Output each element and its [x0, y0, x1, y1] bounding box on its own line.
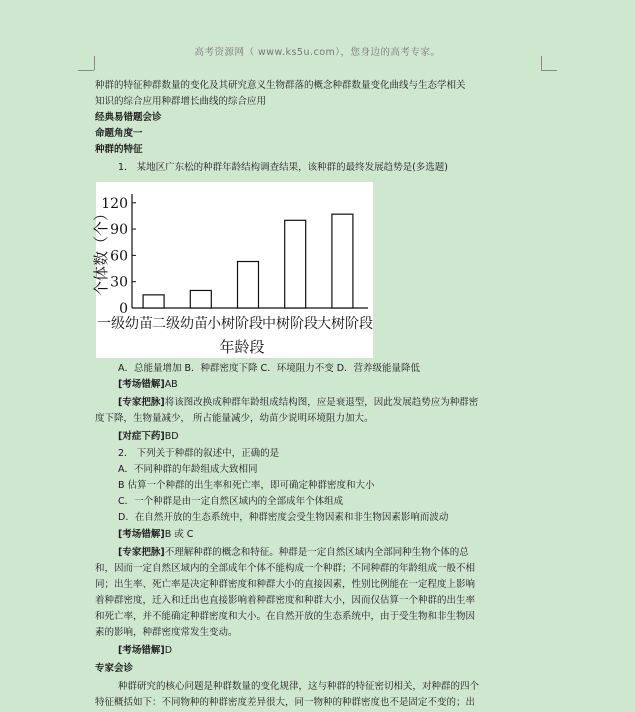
chart-svg [92, 182, 373, 358]
q1-diagnosis-line-2: 度下降，生物量减少， 所占能量减少，幼苗少说明环境阻力加大。 [95, 413, 374, 424]
q2-diagnosis-line-1 [118, 545, 568, 560]
q1-error-value: AB [164, 379, 178, 390]
q2-option-b: B 估算一个种群的出生率和死亡率，即可确定种群密度和大小 [118, 480, 375, 491]
q2-diagnosis-line-4: 着种群密度，迁入和迁出也直接影响着种群密度和种群大小，因而仅估算一个种群的出生率 [95, 595, 476, 606]
q1-fix-line [118, 429, 568, 444]
q2-diagnosis-line-5: 和死亡率，并不能确定种群密度和大小。在自然开放的生态系统中，由于受生物和非生物因 [95, 611, 476, 622]
y-tick-label-2: 60 [110, 248, 128, 265]
q2-diagnosis-label: [专家把脉] [118, 547, 165, 558]
q1-options: A．总能量增加 B．种群密度下降 C．环境阻力不变 D．营养级能量降低 [118, 363, 421, 374]
q1-diagnosis-line [118, 395, 568, 410]
q1-diagnosis-text: 将该图改换成种群年龄组成结构图，应是衰退型，因此发展趋势应为种群密 [164, 397, 479, 408]
q1-error-line [118, 377, 568, 392]
crop-mark-tr-h [541, 70, 557, 71]
crop-mark-tr-v [541, 56, 542, 70]
expert-line-2: 特征概括如下：不同物种的种群密度差异很大，同一物种的种群密度也不是固定不变的；出 [95, 697, 476, 708]
age-structure-chart [92, 182, 373, 358]
intro-line-2: 知识的综合应用种群增长曲线的综合应用 [95, 96, 267, 107]
q1-fix-value: BD [164, 431, 179, 442]
x-tick-label-2: 小树阶段 [207, 316, 263, 332]
q2-fix-label: [考场错解] [118, 645, 165, 656]
y-tick-label-3: 90 [110, 222, 128, 239]
q2-fix-value: D [164, 645, 173, 656]
crop-mark-tl-v [94, 56, 95, 70]
q2-error-label: [考场错解] [118, 529, 165, 540]
q2-error-value: B 或 C [164, 529, 194, 540]
q2-stem: 2． 下列关于种群的叙述中，正确的是 [118, 448, 280, 459]
q2-diagnosis-line-3: 同；出生率、死亡率是决定种群密度和种群大小的直接因素，性别比例能在一定程度上影响 [95, 579, 476, 590]
q2-diagnosis-text: 不理解种群的概念和特征。种群是一定自然区域内全部同种生物个体的总 [164, 547, 469, 558]
x-tick-label-3: 中树阶段 [262, 316, 318, 332]
q2-option-d: D．在自然开放的生态系统中，种群密度会受生物因素和非生物因素影响而波动 [118, 512, 449, 523]
bar-4 [332, 214, 353, 308]
y-tick-label-0: 0 [119, 301, 128, 317]
y-tick-label-1: 30 [110, 274, 128, 291]
q2-error-line [118, 527, 568, 542]
intro-line-1: 种群的特征种群数量的变化及其研究意义生物群落的概念种群数量变化曲线与生态学相关 [95, 80, 466, 91]
x-tick-label-1: 二级幼苗 [152, 316, 208, 332]
y-tick-label-4: 120 [101, 195, 128, 212]
x-axis-label: 年龄段 [219, 338, 265, 356]
angle-title: 命题角度一 [95, 128, 143, 139]
expert-title: 专家会诊 [95, 663, 134, 674]
y-axis-label: 个体数（个） [92, 205, 110, 297]
q2-fix-line [118, 643, 568, 658]
q2-option-a: A．不同种群的年龄组成大致相同 [118, 464, 258, 475]
bar-1 [190, 290, 211, 308]
q1-diagnosis-label: [专家把脉] [118, 397, 165, 408]
bar-0 [143, 295, 164, 308]
page-header: 高考资源网（ www.ks5u.com），您身边的高考专家。 [194, 47, 441, 58]
bar-3 [285, 220, 306, 308]
q2-option-c: C．一个种群是由一定自然区域内的全部成年个体组成 [118, 496, 344, 507]
section-title: 经典易错题会诊 [95, 112, 162, 123]
x-tick-label-4: 大树阶段 [317, 316, 373, 332]
q2-diagnosis-line-6: 素的影响，种群密度常发生变动。 [95, 627, 238, 638]
q1-error-label: [考场错解] [118, 379, 165, 390]
topic-title: 种群的特征 [95, 144, 143, 155]
bar-2 [238, 262, 259, 308]
crop-mark-tl-h [78, 70, 94, 71]
q1-stem: 1． 某地区广东松的种群年龄结构调查结果，该种群的最终发展趋势是(多选题) [118, 162, 448, 173]
q1-fix-label: [对症下药] [118, 431, 165, 442]
x-tick-label-0: 一级幼苗 [97, 316, 153, 332]
expert-line-1: 种群研究的核心问题是种群数量的变化规律，这与种群的特征密切相关，对种群的四个 [118, 681, 480, 692]
q2-diagnosis-line-2: 和，因而一定自然区域内的全部成年个体不能构成一个种群；不同种群的年龄组成一般不相 [95, 563, 476, 574]
